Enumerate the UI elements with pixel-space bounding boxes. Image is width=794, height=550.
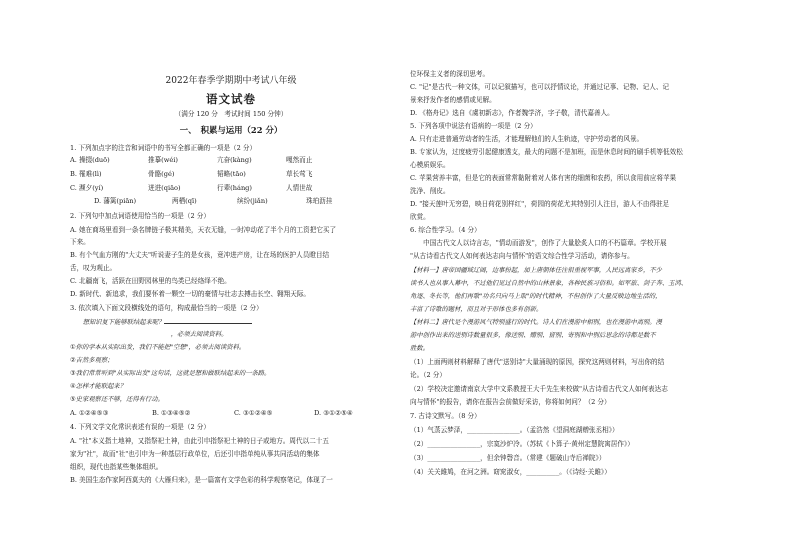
q3-item-4: ④怎样才能联起来？ [70, 383, 127, 390]
r-line-17: 读书人也从事入幕中，不过他们见过自然中的山林景象，各种民族习俗和。如军旅、剑子奔、玉鸿、 [410, 280, 688, 287]
r-line-27: 7. 古诗文默写。（8 分） [410, 412, 481, 420]
q2-line-2: 下来。 [70, 238, 90, 246]
paper-title: 语文试卷 [206, 92, 256, 106]
q3-item-1: ①你的学本从实际出发，我们不能把"空想"，必须去阅读资料。 [70, 344, 246, 351]
q2-line-3: B. 有个气血方刚的"大丈夫"听说妻子生的是女孩，竟冲进产房，让在场的医护人员瞪目结 [70, 251, 330, 259]
r-line-16: 【材料一】唐帝国疆域辽阔，边事扮起，加上唐朝体任注很重视军事，人民远离家乡，不少 [410, 267, 662, 274]
r-line-26: 向与情怀"的报告，请你在报告会前做好采访，你将如何问？（2 分） [410, 398, 611, 406]
q2-stem: 2. 下列句中加点词语使用恰当的一项是（2 分） [70, 212, 210, 220]
q1-c-3: 行辈(háng) [217, 184, 252, 192]
q4-line-3: 组织，现代也指某些集体组织。 [70, 463, 163, 471]
r-line-5: 5. 下列各项中说法有语病的一项是（2 分） [410, 122, 537, 130]
q2-line-6: D. 新时代、新追求，我们要怀着一颗空一切的豪情与壮志去搏击长空、翱翔天际。 [70, 290, 311, 298]
q4-stem: 4. 下列文学文化常识表述有误的一项是（2 分） [70, 423, 210, 431]
q7-4-post: 。（《诗经·关雎》） [559, 468, 611, 476]
r-line-1: 位环保主义者的深切思考。 [410, 70, 490, 78]
q2-line-5: C. 北疆南飞，活跃在田野园林里的鸟类已经络绎不绝。 [70, 277, 231, 285]
r-line-23: （1）上面两则材料解释了唐代"送别诗"大量涌现的原因，探究这两则材料，写出你的结 [410, 358, 665, 366]
q1-c-2: 迸进(qiāo) [148, 184, 181, 192]
q3-passage-1-text: 想知识复下能够联结起来呢？ [70, 319, 165, 326]
r-line-10: 洗净、削皮。 [410, 187, 450, 195]
q3-item-2: ②吉然多观察； [70, 357, 114, 364]
section-heading: 一、 积累与运用（22 分） [179, 125, 283, 135]
r-line-25: （2）学校决定邀请南京大学中文系教授王大千先生来校做"从古诗看古代文人如何表达志 [410, 385, 668, 393]
q1-d-3: 缤纷(jiǎn) [237, 197, 268, 205]
q7-4-blank: __________ [526, 468, 560, 476]
r-line-6: A. 只有走进普通劳动者的生活，才能理解他们的人生轨迹，守护劳动者的风景。 [410, 135, 644, 143]
q7-3-blank: ________________ [427, 454, 481, 462]
r-line-14: 中国古代文人以诗言志，"情动而游发"，创作了大量脍炙人口的不朽篇章。学校开展 [410, 239, 667, 247]
q7-3-post: ，但余钟磬音。（常建《题破山寺后禅院》） [480, 454, 606, 462]
score-line: （满分 120 分 考试时间 150 分钟） [174, 110, 288, 118]
r-line-7: B. 专家认为，过度疲劳引起健康透支，最大的问题不是加班，而是休息时间的刷手机等低效松 [410, 148, 683, 156]
q3-blank-1 [164, 317, 252, 324]
q7-1-post: 。（孟浩然《望洞庭湖赠张丞相》） [519, 426, 619, 434]
q7-item-1 [410, 426, 619, 435]
r-line-24: 论。（2 分） [410, 371, 446, 379]
q2-line-1: A. 她在商场里看到一条名牌链子极其精美，天衣无缝，一时冲动花了半个月的工资把它买了 [70, 226, 337, 234]
q7-2-pre: （2） [410, 440, 428, 448]
q7-2-post: ，宗寞沙炉冷。（苏轼《卜算子·黄州定慧院寓居作》） [480, 440, 634, 448]
q1-a-2: 推摹(wéi) [148, 156, 178, 164]
q7-2-blank: ________________ [427, 440, 481, 448]
exam-title: 2022年春季学期期中考试八年级 [165, 76, 297, 86]
r-line-22: 胜数。 [410, 345, 429, 352]
r-line-13: 6. 综合性学习。（4 分） [410, 226, 481, 234]
q7-item-3 [410, 454, 605, 463]
q7-item-4 [410, 468, 611, 477]
q1-c-4: 人情世故 [286, 184, 313, 192]
q3-option-c: C. ③①②④⑤ [234, 409, 273, 417]
q4-line-1: A. "社"本义指土地神，又指祭祀土神，由此引申指祭祀土神的日子或地方。周代以二十五 [70, 437, 329, 445]
q3-passage-1 [70, 317, 252, 327]
r-line-3: 景来抒发作者的感情或见解。 [410, 96, 496, 104]
q4-line-2: 家为"社"，故而"社"也引申为一种基层行政单位，后还引申指单纯从事共同活动的集体 [70, 450, 320, 458]
r-line-11: D. "接天莲叶无穷碧，映日荷花别样红"，荷园的荷花尤其特别引人注目，游人不由得驻足 [410, 200, 670, 208]
q1-b-3: 韬略(tāo) [217, 170, 246, 178]
q1-d-2: 两栖(qī) [172, 197, 197, 205]
q3-option-d: D. ③①②⑤④ [314, 409, 353, 417]
q3-option-b: B. ①③④⑤② [152, 409, 191, 417]
q3-item-3: ③我们常常听到"从实际出发"这句话，这就是想和做联结起来的一条路。 [70, 370, 271, 377]
q7-1-blank: ________________ [466, 426, 520, 434]
q1-c-1: C. 濒夕(yí) [70, 184, 104, 192]
q1-a-4: 嘎然而止 [286, 156, 313, 164]
q1-stem: 1. 下列加点字的注音和词语中的书写全都正确的一项是（2 分） [70, 144, 257, 152]
q3-item-5: ⑤史家观察还不够，还得有行动。 [70, 396, 164, 403]
q3-passage-2: ，必须去阅读资料。 [70, 331, 228, 338]
q3-stem: 3. 依次填入下面文段横线处的语句，构成最恰当的一项是（2 分） [70, 304, 263, 312]
q1-d-4: 珠珀沥挂 [306, 197, 333, 205]
q7-4-pre: （4）关关雎鸠，在河之洲。窈窕淑女， [410, 468, 527, 476]
q1-a-3: 亢奋(kàng) [217, 156, 252, 164]
q1-b-2: 骨骼(gé) [148, 170, 175, 178]
r-line-8: 心模质娱乐。 [410, 161, 450, 169]
r-line-18: 角逐、冬长等，他们再歌"功名只向马上取"的时代精神，不但创作了大量反映边地生活的， [410, 293, 662, 300]
r-line-12: 欣赏。 [410, 213, 430, 221]
q1-a-1: A. 操掇(duō) [70, 156, 110, 164]
r-line-9: C. 苹果营养丰富，但是它的表面常常黏附着对人体有害的细菌和农药，所以食用前应将苹果 [410, 174, 677, 182]
r-line-2: C. "记"是古代一种文体，可以记叙描写，也可以抒情议论，并通过记事、记物、记人、记 [410, 83, 670, 91]
q1-b-4: 草长莺飞 [286, 170, 313, 178]
r-line-15: "从古诗看古代文人如何表达志向与情怀"的语文综合性学习活动，请你参与。 [410, 252, 634, 260]
r-line-19: 丰富了诗歌的题材，而且对于形体也多有创新。 [410, 306, 543, 313]
r-line-20: 【材料二】唐代是个漫游风气特别盛行的时代。诗人们在漫游中相别，也在漫游中离别。漫 [410, 319, 662, 326]
r-line-4: D. 《格舟记》选自《虞初新志》，作者魏学济，字子敬，清代嘉善人。 [410, 109, 614, 117]
q1-b-1: B. 罹难(lì) [70, 170, 102, 178]
r-line-21: 游中创作出来的送别诗数量很多，像送别、赠别、留别、寄别和中别后思念的诗都是数不 [410, 332, 656, 339]
q2-line-4: 舌，叹为观止。 [70, 264, 117, 272]
q7-1-pre: （1）气蒸云梦泽， [410, 426, 467, 434]
q7-3-pre: （3） [410, 454, 428, 462]
q1-d-1: D. 藩篱(piān) [94, 197, 137, 205]
q3-option-a: A. ①②④⑤③ [70, 409, 109, 417]
q7-item-2 [410, 440, 634, 449]
q4-line-4: B. 美国生态作家阿西莫夫的《大雁归来》，是一篇富有文学色彩的科学观察笔记，体现了一 [70, 476, 333, 484]
